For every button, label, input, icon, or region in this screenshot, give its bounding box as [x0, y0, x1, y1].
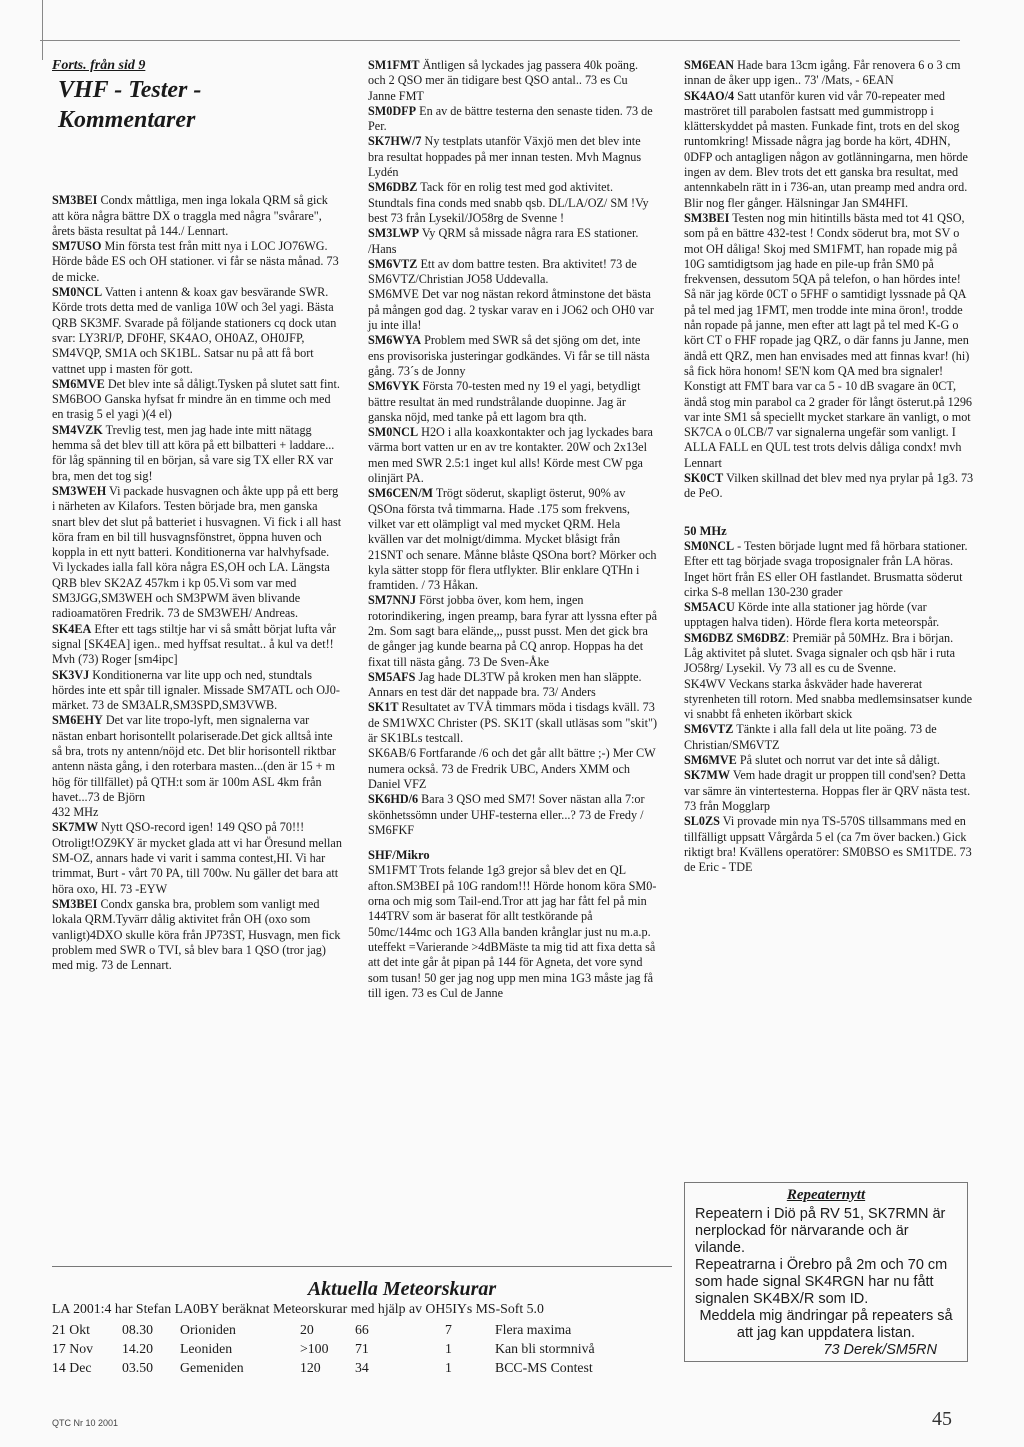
comment-entry	[368, 670, 658, 701]
callsign: SM6DBZ SM6DBZ	[684, 630, 786, 645]
shf-heading: SHF/Mikro	[368, 848, 430, 863]
comment-text: : Premiär på 50MHz. Bra i början. Låg aktivitet på slutet. Svaga signaler och qsb här i ruta JO58rg/ Lysekil. Vy 73 all es cu de Svenne.	[684, 630, 956, 676]
comment-entry	[684, 600, 974, 631]
comment-text: - Testen började lugnt med få hörbara stationer. Efter ett tag började svaga troposignaler från LA höras. Inget hört från ES eller OH fastlandet. Brusmatta söderut cirka S-8 mellan 130-230 grader	[684, 538, 968, 599]
comment-entry	[684, 539, 974, 600]
comment-entry	[368, 58, 658, 104]
comment-entry	[368, 425, 658, 486]
repeater-news-box	[684, 1182, 968, 1362]
callsign: SM6WYA	[368, 333, 422, 348]
comment-text: Testen nog min hitintills bästa med tot 41 QSO, som på en bättre 432-test ! Condx söderut bra, mot SV o mot OH dåliga! Skoj med SM1FMT, han ropade mig på 10G samtidigtsom jag hade en pile-up från SM0 på frekvensen, dessutom 5QA på telefon, o han hördes inte! Så när jag körde 0CT o 5FHF o samtidigt lyssnade på QA på tel med jag 1FMT, men trodde inte mina öron!, trodde nån ropade på janne, men efter att lagt på tel med K-G o kört CT o FHF ropade jag QRZ, o där fanns ju Janne, men ändå ett QRZ, men han envisades med att finnas kvar! (hi) så fick höra honom! SE'N kom QA med bra signaler! Konstigt att FMT bara var ca 5 - 10 dB svagare än 0CT, ändå stog min parabol ca 2 grader för långt österut.på 1296 var inte SM1 så speciellt mycket starkare än vanligt, o mot SK7CA o 0LCB/7 var signalerna ungefär som vanligt. I ALLA FALL en QUL test trots delvis dåliga condx! mvh Lennart	[684, 210, 973, 470]
comment-text: Först jobba över, kom hem, ingen rotorindikering, ingen preamp, bara fyrar att lyssna efter på 2m. Som sagt bara elände,,, pusst pusst. Men det gick bra de gånger jag kunde bearna på CQ anrop. Hoppas ha det fixat till nästa gång. 73 De Sven-Åke	[368, 593, 658, 669]
comments-list-2	[368, 58, 658, 838]
callsign: SM6DBZ	[368, 180, 418, 195]
callsign: SM6VTZ	[684, 722, 734, 737]
meteor-cell: >100	[300, 1340, 329, 1356]
comment-text: Jag hade DL3TW på kroken men han släppte. Annars en test där det nappade bra. 73/ Anders	[368, 669, 642, 700]
callsign: SM4VZK	[52, 422, 103, 437]
continued-from-label: Forts. från sid 9	[52, 58, 146, 73]
callsign: SM5ACU	[684, 600, 735, 615]
meteor-table	[52, 1320, 655, 1377]
meteor-cell: 17 Nov	[52, 1340, 94, 1356]
callsign: SM3BEI	[684, 210, 730, 225]
callsign: SK4EA	[52, 621, 92, 636]
meteor-cell: 120	[300, 1359, 321, 1375]
repeater-signature: 73 Derek/SM5RN	[823, 1342, 937, 1358]
comment-text: Condx måttliga, men inga lokala QRM så gick att köra några bättre DX o traggla med några "svårare", årets bästa resultat på 144./ Lennart.	[52, 193, 328, 238]
comment-entry	[368, 486, 658, 593]
comment-entry	[368, 700, 658, 746]
comment-text: Vy QRM så missade några rara ES stationer. /Hans	[368, 226, 639, 256]
comment-entry	[368, 287, 658, 333]
comment-entry	[368, 792, 658, 838]
callsign: SM1FMT	[368, 58, 420, 72]
comment-text: En av de bättre testerna den senaste tiden. 73 de Per.	[368, 103, 653, 134]
comment-entry	[684, 722, 974, 753]
comment-entry	[52, 668, 342, 714]
callsign: SK7HW/7	[368, 134, 422, 149]
comment-text: Det blev inte så dåligt.Tysken på slutet satt fint.	[104, 376, 340, 391]
callsign: SM6EHY	[52, 713, 103, 728]
comment-entry	[52, 622, 342, 668]
comment-text: SK6AB/6 Fortfarande /6 och det går allt bättre ;-) Mer CW numera också. 73 de Fredrik UBC, Anders XMM och Daniel VFZ	[368, 746, 656, 791]
comment-text: Condx ganska bra, problem som vanligt med lokala QRM.Tyvärr dålig aktivitet från OH (oxo som vanligt)4DXO skulle köra från JP73ST, Husvagn, men fick problem med SWR o TVI, så blev bara 1 QSO (tror jag) med mig. 73 de Lennart.	[52, 896, 341, 973]
meteor-row	[52, 1339, 655, 1358]
comment-entry	[684, 58, 974, 89]
comment-text: Hade bara 13cm igång. Får renovera 6 o 3 cm innan de åker upp igen.. 73' /Mats, - 6EAN	[684, 58, 961, 88]
comment-entry	[684, 631, 974, 677]
repeater-paragraph-1: Repeatern i Diö på RV 51, SK7RMN är nerplockad för närvarande och är vilande.	[695, 1206, 946, 1256]
meteor-cell: Orioniden	[180, 1321, 236, 1337]
comment-text: Vilken skillnad det blev med nya prylar på 1g3. 73 de PeO.	[684, 471, 974, 501]
comment-entry	[52, 423, 342, 484]
meteor-cell: Kan bli stormnivå	[495, 1340, 595, 1356]
comment-text: Efter ett tags stiltje har vi så smått börjat lufta vår signal [SK4EA] igen.. med hyffsat resultat.. å kul va det!! Mvh (73) Roger [sm4ipc]	[52, 621, 336, 667]
meteor-cell: 03.50	[122, 1359, 154, 1375]
callsign: SM3BEI	[52, 896, 98, 911]
comment-text: På slutet och norrut var det inte så dåligt.	[736, 753, 940, 768]
comment-entry	[368, 593, 658, 669]
comment-text: Vatten i antenn & koax gav besvärande SWR. Körde trots detta med de vanliga 10W och 3el yagi. Bästa QRB SK3MF. Svarade på följande stationers cq dock utan svar: LY3RI/P, DF0HF, SK4AO, OH0AZ, OH0JFP, SM4VQP, SM1A och SK1BL. Satsar nu på att få bort vattnet upp i masten för gott.	[52, 285, 337, 376]
comments-list-3	[684, 58, 974, 502]
shf-comment: SM1FMT Trots felande 1g3 grejor så blev det en QL afton.SM3BEI på 10G random!!! Hörde honom köra SM0-orna och mig som Tail-end.Tror att jag har fått fel på min 144TRV som är baserat för allt testkörande på 50mc/144mc och 1G3 Alla banden krånglar just nu m.a.p. uteffekt =Varierande >4dBMäste ta mig tid att fixa detta så att det inte går åt pipan på 144 för Agneta, det vore synd som tusan! 50 ger jag nog upp men mina 1G3 måste jag få till igen. 73 es Cul de Janne	[368, 863, 657, 1000]
meteor-cell: 14.20	[122, 1340, 154, 1356]
callsign: SM6EAN	[684, 58, 735, 72]
meteor-intro: LA 2001:4 har Stefan LA0BY beräknat Meteorskurar med hjälp av OH5IYs MS-Soft 5.0	[52, 1301, 544, 1316]
meteor-cell: 71	[355, 1340, 369, 1356]
comment-text: H2O i alla koaxkontakter och jag lyckades bara värma bort vatten ur en av tre kontakter. 20W och 2x13el men med SWR 2.5:1 inget kul alls! Körde mest CW pga olinjärt PA.	[368, 425, 653, 486]
comment-entry	[368, 257, 658, 288]
meteor-cell: 21 Okt	[52, 1321, 90, 1337]
callsign: SM3WEH	[52, 483, 107, 498]
meteor-title: Aktuella Meteorskurar	[307, 1278, 497, 1300]
meteor-rule	[52, 1266, 672, 1267]
comment-entry	[52, 193, 342, 239]
comment-entry	[684, 471, 974, 502]
column-3	[684, 58, 974, 875]
callsign: SM3LWP	[368, 226, 420, 241]
meteor-cell: Leoniden	[180, 1340, 233, 1356]
meteor-cell: 14 Dec	[52, 1359, 92, 1375]
comment-text: Tänkte i alla fall dela ut lite poäng. 73 de Christian/SM6VTZ	[684, 722, 937, 752]
callsign: SK6HD/6	[368, 792, 419, 807]
meteor-cell: Gemeniden	[180, 1359, 244, 1375]
callsign: SM0NCL	[368, 425, 419, 440]
comment-text: Resultatet av TVÅ timmars möda i tisdags kväll. 73 de SM1WXC Christer (PS. SK1T (skall utläsas som "skit") är SK1BLs testcall.	[368, 700, 658, 746]
callsign: SK7MW	[684, 768, 731, 783]
comment-entry	[684, 211, 974, 471]
comment-entry	[52, 285, 342, 377]
comment-entry	[684, 814, 974, 875]
comment-text: SM6BOO Ganska hyfsat fr mindre än en timme och med en trasig 5 el yagi )(4 el)	[52, 392, 331, 422]
comment-text: Problem med SWR så det sjöng om det, inte ens provisoriska justeringar godkändes. Vi får se till nästa gång. 73´s de Jonny	[368, 333, 650, 378]
meteor-row	[52, 1358, 655, 1377]
page-number: 45	[932, 1408, 952, 1430]
comment-entry	[684, 677, 974, 723]
callsign: SK0CT	[684, 471, 724, 486]
comment-entry	[368, 746, 658, 792]
callsign: SM7NNJ	[368, 593, 417, 608]
50mhz-heading: 50 MHz	[684, 523, 727, 538]
comment-text: Äntligen så lyckades jag passera 40k poäng. och 2 QSO mer än tidigare best QSO antal.. 73 es Cu Janne FMT	[368, 58, 639, 103]
repeater-title: Repeaternytt	[786, 1187, 866, 1203]
comment-entry	[684, 768, 974, 814]
header-rule	[40, 40, 960, 41]
comment-entry	[52, 713, 342, 805]
callsign: SM6MVE	[52, 376, 105, 391]
comment-text: Nytt QSO-record igen! 149 QSO på 70!!! Otroligt!OZ9KY är mycket glada att vi har Öresund mellan SM-OZ, annars hade vi varit i samma contest,HI. Vi har trimmat, Burt - vårt 70 PA, till 700w. Nu gäller det bara att höra oxo, HI. 73 -EYW	[52, 820, 342, 896]
comment-text: Ett av dom battre testen. Bra aktivitet! 73 de SM6VTZ/Christian JO58 Uddevalla.	[368, 256, 637, 287]
comment-text: Bara 3 QSO med SM7! Sover nästan alla 7:or skönhetssömn under UHF-testerna eller...? 73 de Fredy / SM6FKF	[368, 792, 645, 837]
comment-entry	[368, 379, 658, 425]
comment-text: Vi provade min nya TS-570S tillsammans med en tillfälligt uppsatt Vårgårda 5 el (ca 7m över backen.) Gick riktigt bra! Kvällens operatörer: SM0BSO es SM1TDE. 73 de Eric - TDE	[684, 814, 972, 875]
comment-entry	[368, 180, 658, 226]
comment-entry	[52, 377, 342, 392]
comment-entry	[52, 484, 342, 622]
meteor-row	[52, 1320, 655, 1339]
callsign: SM6VYK	[368, 379, 420, 394]
comment-text: Vem hade dragit ur proppen till cond'sen? Detta var sämre än vintertesterna. Hoppas fler är QRV nästa test. 73 från Mogglarp	[684, 768, 971, 813]
comment-text: Ny testplats utanför Växjö men det blev inte bra resultat hoppades på mer innan testen. Mvh Magnus Lydén	[368, 134, 642, 180]
callsign: SK3VJ	[52, 667, 90, 682]
comment-text: Det var lite tropo-lyft, men signalerna var nästan enbart horisontellt polariserade.Det gick alltså inte så bra, trots ny antenn/nöjd etc. Det blir horisontell riktbar antenn nästa gång, i den roterbara masten...(den är 15 + m hög för tillfället) på QTH:t som är 100m ASL 4km från havet...73 de Björn	[52, 713, 336, 804]
comment-text: Vi packade husvagnen och åkte upp på ett berg i närheten av Kilafors. Testen började bra, men ganska snart blev det slut på batteriet i husvagnen. Vi fick i all hast köra fram en bil till husvagnsfönstret, öppna huven och koppla in ett nytt batteri. Konditionerna var halvhyfsade. Vi lyckades ialla fall köra några ES,OH och LA. Längsta QRB blev SK2AZ 457km i kp 05.Vi som var med SM3JGG,SM3WEH och SM3PWM även blivande radioamatören Fredrik. 73 de SM3WEH/ Andreas.	[52, 483, 342, 621]
50mhz-comments-list	[684, 539, 974, 876]
comment-entry	[52, 820, 342, 896]
comment-text: Körde inte alla stationer jag hörde (var upptagen halva tiden). Hörde flera korta meteorspår.	[684, 600, 940, 630]
comment-text: Konditionerna var lite upp och ned, stundtals hördes inte ett spår till ignaler. Missade SM7ATL och OJ0-märket. 73 de SM3ALR,SM3SPD,SM3VWB.	[52, 667, 340, 713]
comment-entry	[368, 226, 658, 257]
meteor-cell: 08.30	[122, 1321, 154, 1337]
callsign: SK4AO/4	[684, 88, 735, 103]
callsign: SL0ZS	[684, 814, 720, 829]
comment-text: Trevlig test, men jag hade inte mitt nätagg hemma så det blev till att köra på ett bilbatteri + laddare... för låg spänning til en början, så vare sig TX eller RX var bra, men det tog sig!	[52, 422, 335, 483]
meteor-cell: BCC-MS Contest	[495, 1359, 593, 1375]
comment-entry	[368, 134, 658, 180]
comment-text: Satt utanför kuren vid vår 70-repeater med maströret till parabolen fastsatt med gummistropp i klätterskyddet på masten. Funkade fint, trots en del skog runtomkring! Missade några jag borde ha kört, 4DHN, 0DFP och antagligen någon av gotlänningarna, men hörde ingen av dem. Blev trots det ett ganska bra resultat, med antennkabeln rätt in i 736-an, utan preamp med andra ord. Blir nog fler gånger. Hälsningar Jan SM4HFI.	[684, 88, 968, 210]
comment-entry	[52, 897, 342, 973]
meteor-cell: 1	[445, 1340, 452, 1356]
comment-entry	[52, 239, 342, 285]
meteor-cell: 20	[300, 1321, 314, 1337]
comment-entry	[52, 392, 342, 423]
comment-text: SM6MVE Det var nog nästan rekord åtminstone det bästa på mången god dag. 2 tyskar varav en i JO62 och OH0 var ju inte illa!	[368, 287, 654, 333]
comment-entry	[368, 104, 658, 135]
column-1	[52, 58, 342, 973]
comment-entry	[52, 805, 342, 820]
vhf-comments-list	[52, 193, 342, 973]
comment-text: SK4WV Veckans starka åskväder hade havererat styrenheten till rotorn. Med snabba medlemsinsatser kunde vi snabbt få enheten ikörbart skick	[684, 676, 973, 722]
meteor-cell: 1	[445, 1359, 452, 1375]
callsign: SM6MVE	[684, 753, 737, 768]
repeater-paragraph-2: Repeatrarna i Örebro på 2m och 70 cm som hade signal SK4RGN har nu fått signalen SK4BX/R som ID.	[695, 1257, 948, 1307]
comment-entry	[684, 753, 974, 768]
meteor-cell: Flera maxima	[495, 1321, 572, 1337]
issue-label: QTC Nr 10 2001	[52, 1418, 119, 1428]
repeater-paragraph-3: Meddela mig ändringar på repeaters så att jag kan uppdatera listan.	[699, 1308, 953, 1341]
callsign: SM5AFS	[368, 669, 416, 684]
comment-text: Första 70-testen med ny 19 el yagi, betydligt bättre resultat än med rundstrålande duopinne. Jag är ganska nöjd, med tanke på ett lagom bra qth.	[368, 379, 641, 424]
callsign: SM0NCL	[684, 538, 735, 553]
callsign: SM3BEI	[52, 193, 98, 208]
comment-entry	[368, 333, 658, 379]
meteor-cell: 34	[355, 1359, 369, 1375]
callsign: SM7USO	[52, 239, 102, 254]
callsign: SM6CEN/M	[368, 486, 433, 501]
comment-text: 432 MHz	[52, 805, 99, 820]
margin-line	[42, 0, 43, 60]
column-2	[368, 58, 658, 1001]
callsign: SK7MW	[52, 820, 99, 835]
callsign: SM6VTZ	[368, 256, 418, 271]
comment-text: Min första test från mitt nya i LOC JO76WG. Hörde både ES och OH stationer. vi får se nästa månad. 73 de micke.	[52, 239, 339, 284]
callsign: SK1T	[368, 700, 399, 715]
callsign: SM0NCL	[52, 285, 103, 300]
comment-text: Trögt söderut, skapligt österut, 90% av QSOna första två timmarna. Hade .175 som frekvens, vilket var ett olämpligt val med mycket QRM. Hela kvällen var det molnigt/dimma. Mycket blåsigt från 21SNT och senare. Månne blåste QSOna bort? Mörker och kyla sätter stopp för flera utflykter. Blir enklare QTHn i framtiden. / 73 Håkan.	[368, 486, 657, 593]
article-title: VHF - Tester - Kommentarer	[58, 77, 202, 134]
comment-entry	[684, 89, 974, 211]
meteor-cell: 7	[445, 1321, 452, 1337]
callsign: SM0DFP	[368, 103, 417, 118]
comment-text: Tack för en rolig test med god aktivitet. Stundtals fina conds med snabb qsb. DL/LA/OZ/ SM !Vy best 73 från Lysekil/JO58rg de Svenne !	[368, 180, 649, 225]
meteor-cell: 66	[355, 1321, 369, 1337]
